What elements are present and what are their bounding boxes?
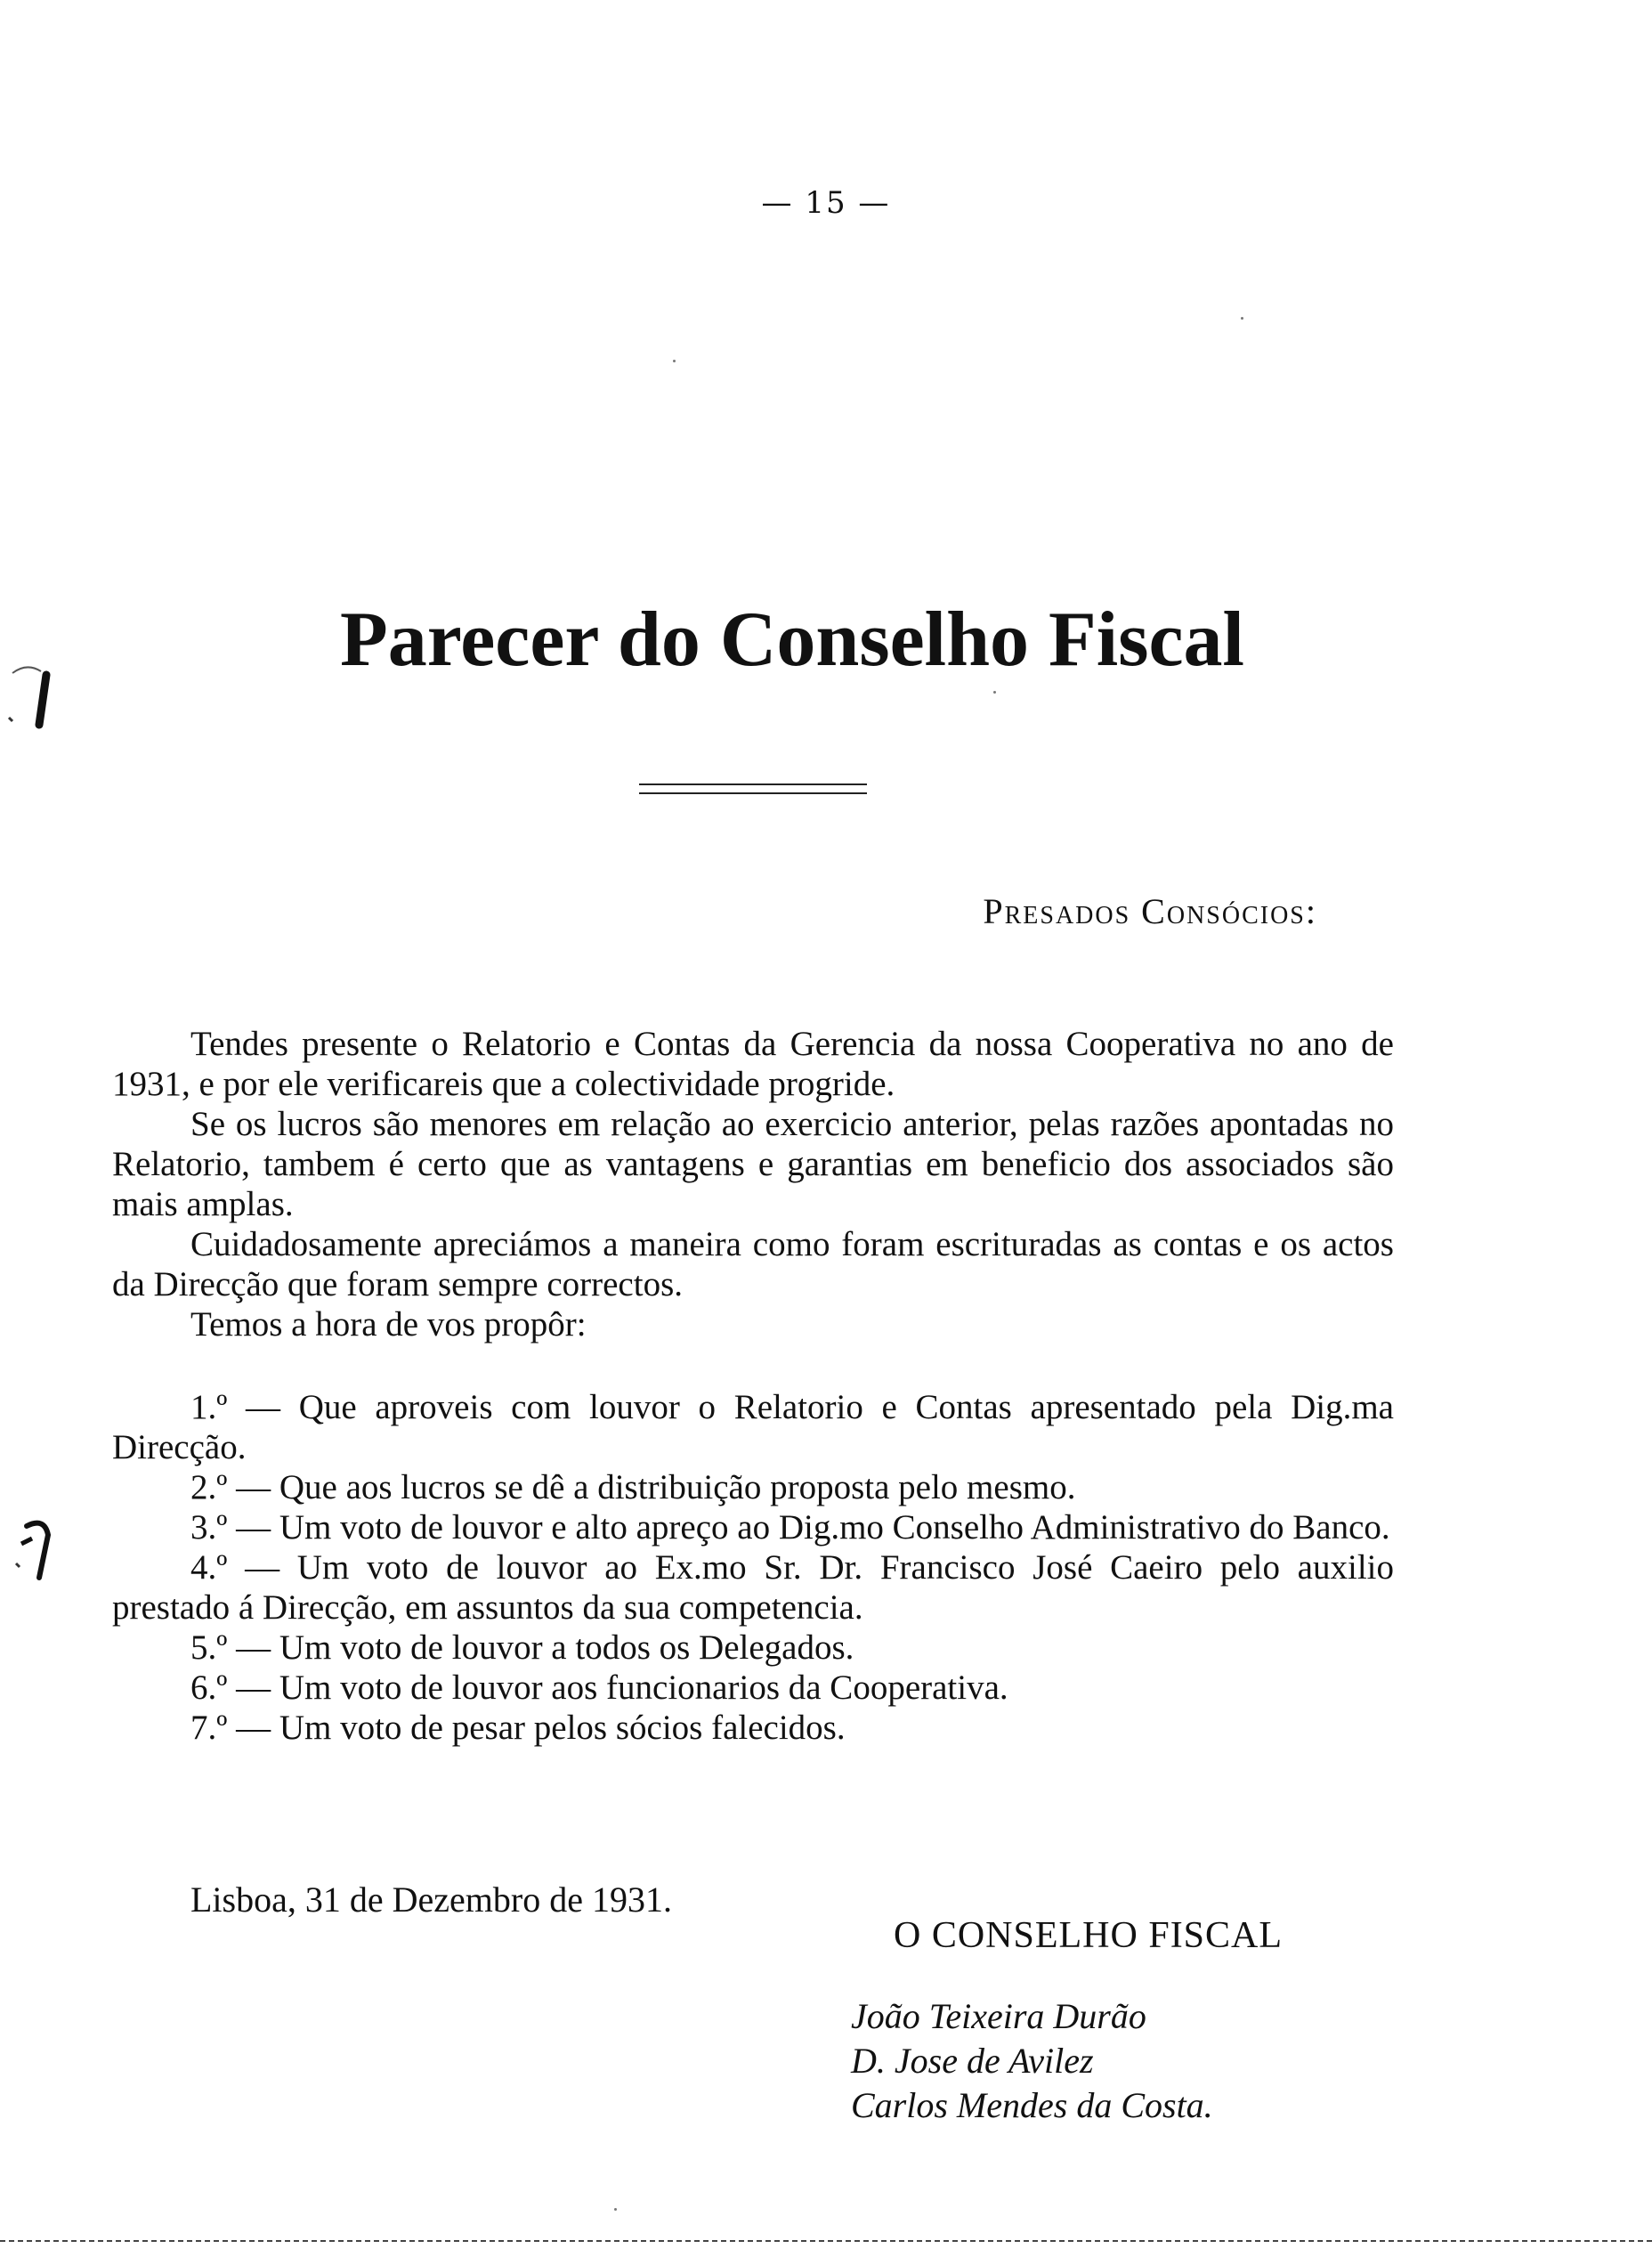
- body-text: [112, 1024, 1394, 1748]
- salutation: Presados Consócios:: [983, 891, 1317, 931]
- proposal-item-6: 6.º — Um voto de louvor aos funcionarios da Cooperativa.: [190, 1668, 1008, 1707]
- place-date: Lisboa, 31 de Dezembro de 1931.: [190, 1879, 672, 1920]
- proposal-item-5: 5.º — Um voto de louvor a todos os Delegados.: [190, 1628, 854, 1667]
- signature-2: D. Jose de Avilez: [851, 2041, 1094, 2081]
- council-heading: O CONSELHO FISCAL: [894, 1915, 1284, 1956]
- paragraph-1: Tendes presente o Relatorio e Contas da Gerencia da nossa Cooperativa no ano de 1931, e por ele verificareis que a colectividade progride.: [112, 1025, 1394, 1103]
- paragraph-3: Cuidadosamente apreciámos a maneira como foram escrituradas as contas e os actos da Direcção que foram sempre correctos.: [112, 1225, 1394, 1303]
- speck: [614, 2208, 617, 2211]
- document-title: Parecer do Conselho Fiscal: [340, 597, 1244, 683]
- margin-mark-upper: [0, 655, 62, 735]
- signature-block: [851, 1994, 1213, 2128]
- proposal-item-3: 3.º — Um voto de louvor e alto apreço ao Dig.mo Conselho Administrativo do Banco.: [190, 1508, 1390, 1547]
- proposal-item-1: 1.º — Que aproveis com louvor o Relatorio e Contas apresentado pela Dig.ma Direcção.: [112, 1388, 1394, 1466]
- paragraph-2: Se os lucros são menores em relação ao exercicio anterior, pelas razões apontadas no Relatorio, tambem é certo que as vantagens e garantias em beneficio dos associados são mais amplas.: [112, 1105, 1394, 1223]
- paragraph-4: Temos a hora de vos propôr:: [190, 1305, 587, 1344]
- page-number: — 15 —: [761, 185, 891, 221]
- proposal-item-2: 2.º — Que aos lucros se dê a distribuição proposta pelo mesmo.: [190, 1468, 1076, 1506]
- signature-3: Carlos Mendes da Costa.: [851, 2085, 1213, 2125]
- speck: [1241, 317, 1243, 320]
- speck: [993, 691, 996, 694]
- speck: [673, 360, 676, 362]
- proposal-item-7: 7.º — Um voto de pesar pelos sócios falecidos.: [190, 1709, 846, 1747]
- signature-1: João Teixeira Durão: [851, 1996, 1146, 2036]
- bottom-edge-rule: [0, 2240, 1652, 2242]
- proposal-item-4: 4.º — Um voto de louvor ao Ex.mo Sr. Dr. Francisco José Caeiro pelo auxilio prestado á Direcção, em assuntos da sua competencia.: [112, 1548, 1394, 1627]
- margin-mark-lower: [9, 1514, 62, 1585]
- title-double-rule: [639, 783, 867, 794]
- proposal-list: [112, 1387, 1394, 1748]
